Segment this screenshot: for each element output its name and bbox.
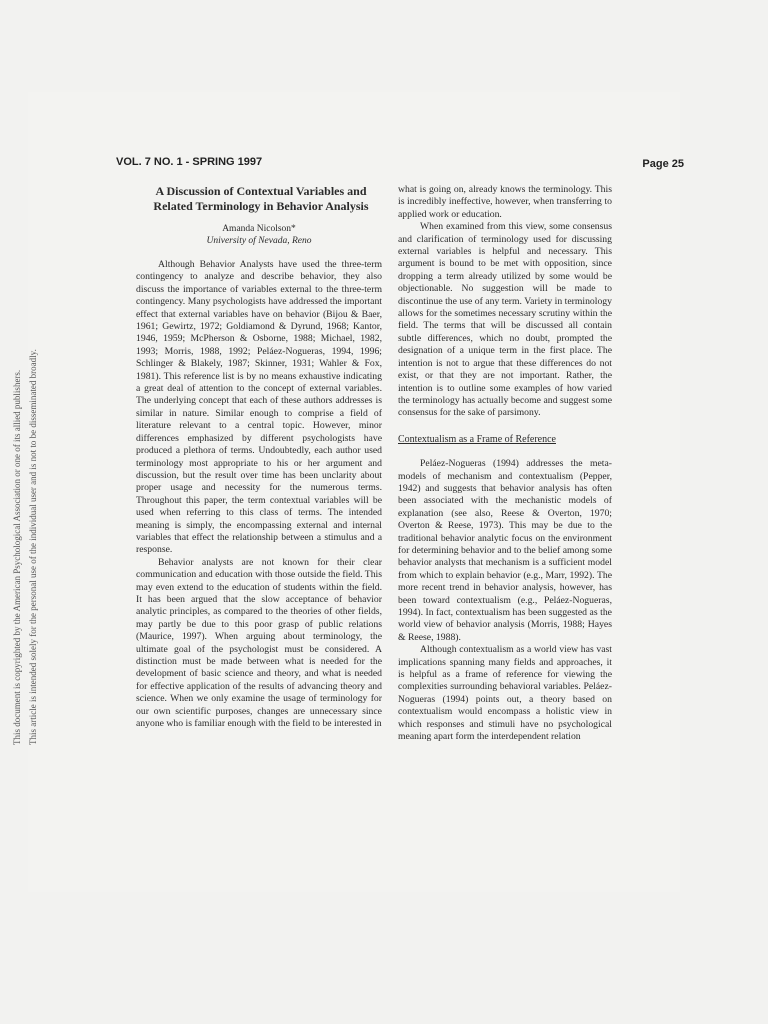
body-paragraph: Although contextualism as a world view has vast implications spanning many fields and approaches, it is helpful as a frame of reference for viewing the complexities surrounding behavioral variables. Peláez-Nogueras (1994) points out, a theory based on contextualism would encompass a holistic view in which responses and stimuli have no psychological meaning apart form the interdependent relation <box>398 644 612 743</box>
usage-notice-line: This article is intended solely for the personal use of the individual user and is not to be disseminated broadly. <box>28 349 38 745</box>
copyright-notice <box>6 285 52 745</box>
author-name: Amanda Nicolson* <box>222 224 296 234</box>
body-paragraph: what is going on, already knows the terminology. This is incredibly ineffective, however, when transferring to applied work or education. <box>398 184 612 220</box>
body-paragraph: Although Behavior Analysts have used the three-term contingency to analyze and describe behavior, they also discuss the importance of variables external to the three-term contingency. Many psychologists have addressed the important effect that external variables have on behavior (Bijou & Baer, 1961; Gewirtz, 1972; Goldiamond & Dyrund, 1968; Kantor, 1946, 1959; McPherson & Osborne, 1988; Michael, 1982, 1993; Morris, 1988, 1992; Peláez-Nogueras, 1994, 1996; Schlinger & Blakely, 1987; Skinner, 1931; Wahler & Fox, 1981). This reference list is by no means exhaustive indicating a great deal of attention to the concept of external variables. The underlying concept that each of these authors addresses is similar in nature. Similar enough to comprise a field of literature relevant to a central topic. However, minor differences emphasized by different psychologists have produced a plethora of terms. Undoubtedly, each author used terminology most appropriate to his or her argument and discussion, but the result over time has been unclarity about proper usage and necessity for the numerous terms. Throughout this paper, the term contextual variables will be used when referring to this class of terms. The intended meaning is simply, the encompassing external and internal variables that effect the relationship between a stimulus and a response. <box>136 259 382 556</box>
right-column <box>398 184 612 743</box>
body-paragraph: Behavior analysts are not known for their clear communication and education with those outside the field. This may even extend to the education of students within the field. It has been argued that the slow acceptance of behavior analytic principles, as compared to the theories of other fields, may partly be due to this poor grasp of public relations (Maurice, 1997). When arguing about terminology, the ultimate goal of the psychologist must be considered. A distinction must be made between what is needed for the development of basic science and theory, and what is needed for effective application of the results of advancing theory and science. When we only examine the usage of terminology for our own scientific purposes, changes are unnecessary since anyone who is familiar enough with the field to be interested in <box>136 556 382 730</box>
section-heading: Contextualism as a Frame of Reference <box>398 433 556 445</box>
issue-label: VOL. 7 NO. 1 - SPRING 1997 <box>116 156 263 168</box>
left-column <box>136 184 382 730</box>
page-number: Page 25 <box>642 158 684 170</box>
author-affiliation: University of Nevada, Reno <box>206 236 312 246</box>
body-paragraph: Peláez-Nogueras (1994) addresses the meta-models of mechanism and contextualism (Pepper, 1942) and suggests that behavior analysis has often been associated with the mechanistic models of explanation (see also, Reese & Overton, 1970; Overton & Reese, 1973). This may be due to the traditional behavior analytic focus on the environment for determining behavior and to the belief among some behavior analysts that mechanism is a sufficient model from which to explain behavior (e.g., Marr, 1992). The more recent trend in behavior analysis, however, has been toward contextualism (e.g., Peláez-Nogueras, 1994). In fact, contextualism has been suggested as the world view of behavior analysis (Morris, 1988; Hayes & Reese, 1988). <box>398 458 612 643</box>
running-header <box>116 152 684 168</box>
article-title: A Discussion of Contextual Variables and Related Terminology in Behavior Analysis <box>153 184 369 213</box>
body-paragraph: When examined from this view, some consensus and clarification of terminology used for discussing external variables is helpful and necessary. This argument is bound to be met with opposition, since dropping a term already utilized by some would be objectionable. No suggestion will be made to discontinue the use of any term. Variety in terminology allows for the sometimes necessary scrutiny within the field. The terms that will be discussed all contain subtle differences, which no doubt, prompted the designation of a unique term in the first place. The intention is not to argue that these differences do not exist, or that they are not important. Rather, the intention is to outline some examples of how varied the terminology has actually become and suggest some consensus for the sake of parsimony. <box>398 221 612 419</box>
copyright-notice-line: This document is copyrighted by the American Psychological Association or one of its allied publishers. <box>12 369 22 745</box>
